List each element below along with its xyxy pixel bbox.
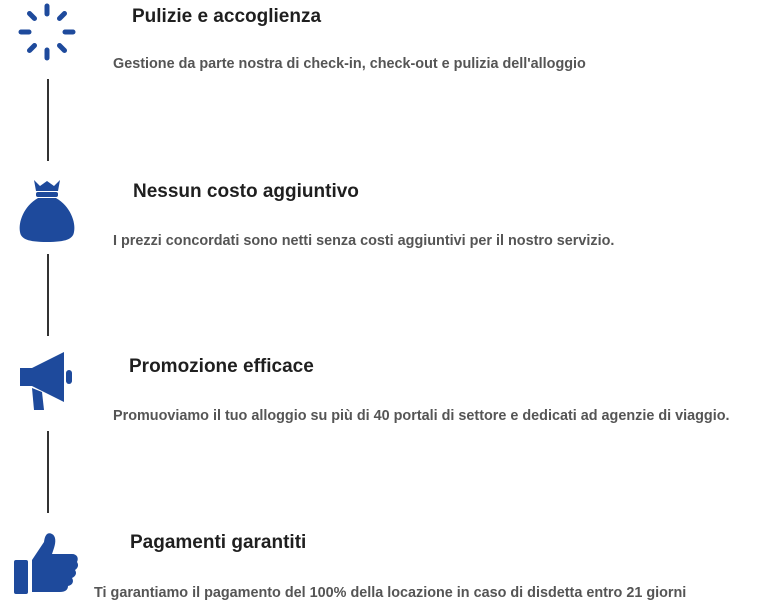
thumbs-up-icon	[14, 530, 80, 596]
feature-title: Promozione efficace	[129, 356, 314, 377]
timeline-connector	[47, 431, 49, 513]
timeline-connector	[47, 79, 49, 161]
money-bag-icon	[14, 178, 80, 244]
feature-title: Pulizie e accoglienza	[132, 6, 322, 27]
megaphone-icon	[14, 350, 80, 416]
feature-description: Promuoviamo il tuo alloggio su più di 40 portali di settore e dedicati ad agenzie di viaggio.	[113, 408, 730, 424]
timeline-connector	[47, 254, 49, 336]
feature-title: Nessun costo aggiuntivo	[133, 181, 359, 202]
feature-description: Ti garantiamo il pagamento del 100% della locazione in caso di disdetta entro 21 giorni	[94, 585, 687, 601]
feature-description: I prezzi concordati sono netti senza costi aggiuntivi per il nostro servizio.	[113, 233, 615, 249]
feature-description: Gestione da parte nostra di check-in, check-out e pulizia dell'alloggio	[113, 56, 586, 72]
spinner-icon	[14, 2, 80, 68]
feature-title: Pagamenti garantiti	[130, 532, 307, 553]
